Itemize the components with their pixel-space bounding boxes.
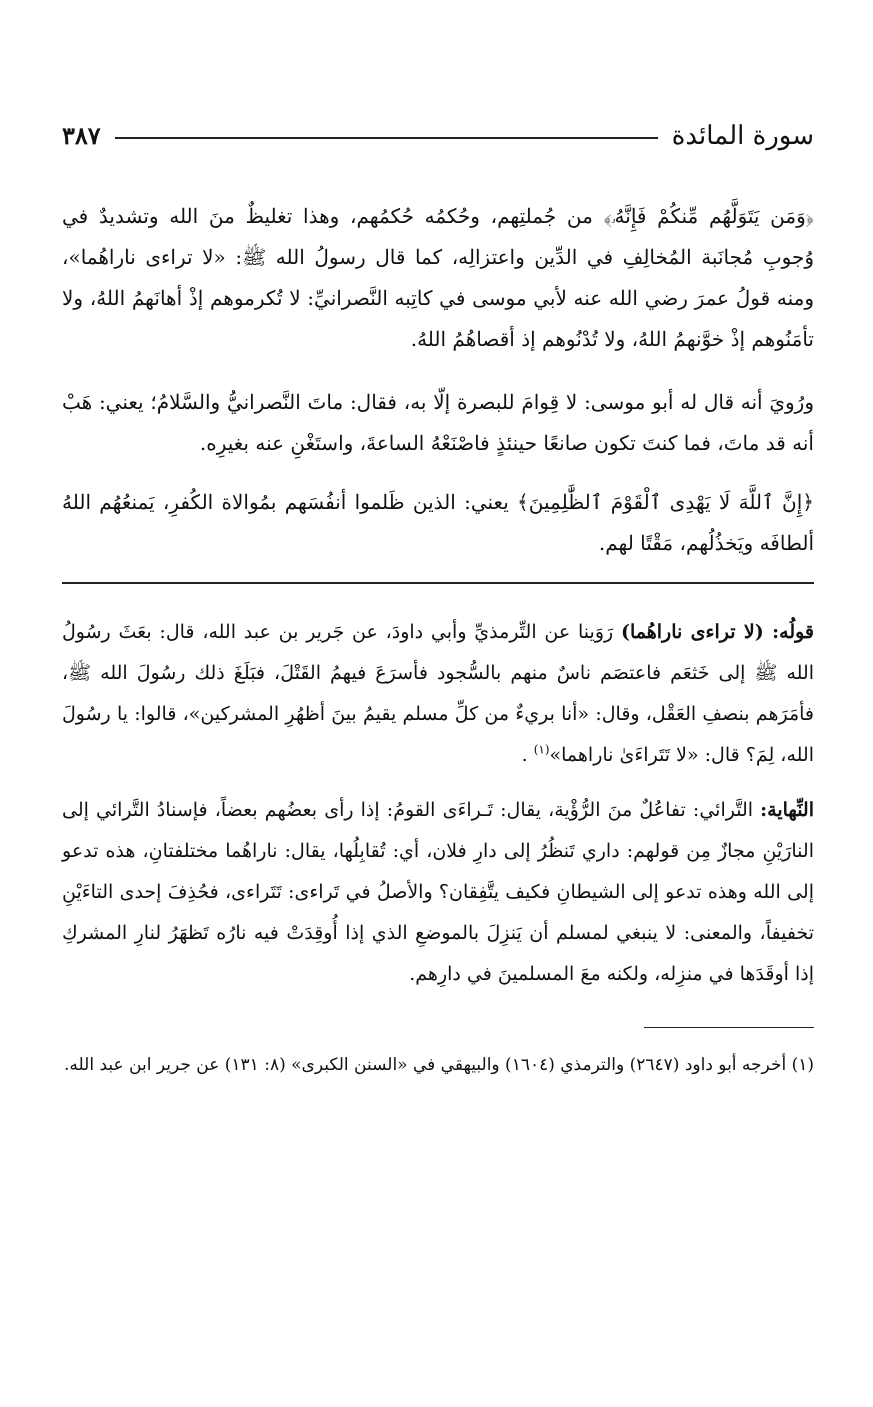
commentary-end: .	[521, 743, 534, 766]
section-divider	[62, 582, 814, 584]
page	[62, 110, 814, 1084]
commentary-paragraph	[62, 612, 814, 776]
commentary-paragraph	[62, 790, 814, 995]
page-header	[62, 110, 814, 162]
commentary-label: قولُه: (لا تراءى ناراهُما)	[620, 620, 815, 643]
page-number: ٣٨٧	[62, 121, 101, 150]
commentary-text: التَّرائي: تفاعُلٌ منَ الرُّؤْية، يقال: تَـراءَى القومُ: إذا رأى بعضُهم بعضاً، فإسنادُ التَّرائي إلى النارَيْنِ مجازٌ مِن قولهم: داري تَنظُرُ إلى دارِ فلان، أي: تُقابِلُها، يقال: ناراهُما مختلفتانِ، هذه تدعو إلى الله وهذه تدعو إلى الشيطانِ فكيف يتَّفِقان؟ والأصلُ في تَراءى: تَتَراءى، فحُذِفَ إحدى التاءَيْنِ تخفيفاً، والمعنى: لا ينبغي لمسلم أن يَنزِلَ بالموضعِ الذي إذا أُوقِدَتْ فيه نارُه تَظهَرُ لنارِ المشركِ إذا أوقَدَها في منزِله، ولكنه معَ المسلمينَ في دارِهم.	[62, 798, 814, 985]
main-text	[62, 196, 814, 564]
main-paragraph: ﴿وَمَن يَتَوَلَّهُم مِّنكُمْ فَإِنَّهُۥ﴾ من جُملتِهم، وحُكمُه حُكمُهم، وهذا تغليظٌ منَ الله وتشديدٌ في وُجوبِ مُجانَبة المُخالِفِ في الدِّين واعتزالِه، كما قال رسولُ الله ﷺ: «لا تراءى ناراهُما»، ومنه قولُ عمرَ رضي الله عنه لأبي موسى في كاتِبه النَّصرانيِّ: لا تُكرموهم إذْ أهانَهمُ اللهُ، ولا تأمَنُوهم إذْ خوَّنهمُ اللهُ، ولا تُدْنُوهم إذ أقصاهُمُ اللهُ.	[62, 204, 814, 351]
commentary-label: النِّهاية:	[760, 798, 814, 821]
surah-title: سورة المائدة	[671, 121, 814, 151]
footnote-marker[interactable]: (١)	[533, 742, 550, 757]
main-paragraph: ورُويَ أنه قال له أبو موسى: لا قِوامَ للبصرة إلّا به، فقال: ماتَ النَّصرانيُّ والسَّلامُ؛ يعني: هَبْ أنه قد ماتَ، فما كنتَ تكون صانعًا حينئذٍ فاصْنَعْهُ الساعةَ، واستَغْنِ عنه بغيرِه.	[62, 390, 814, 455]
footnote-rule	[644, 1027, 814, 1029]
header-rule	[115, 137, 658, 139]
footnote: (١) أخرجه أبو داود (٢٦٤٧) والترمذي (١٦٠٤) والبيهقي في «السنن الكبرى» (٨: ١٣١) عن جرير ابن عبد الله.	[64, 1055, 814, 1075]
main-paragraph: ﴿إِنَّ ٱللَّهَ لَا يَهْدِى ٱلْقَوْمَ ٱلظَّٰلِمِينَ﴾ يعني: الذين ظَلموا أنفُسَهم بمُوالاة الكُفرِ، يَمنعُهُم اللهُ ألطافَه ويَخذُلُهم، مَقْتًا لهم.	[62, 490, 814, 555]
commentary	[62, 612, 814, 995]
commentary-text: رَوَينا عن التِّرمذيِّ وأبي داودَ، عن جَرير بن عبد الله، قال: بعَثَ رسُولُ الله ﷺ إلى خَثعَم فاعتصَم ناسٌ منهم بالسُّجود فأسرَعَ فيهمُ القَتْلَ، فبَلَغَ ذلك رسُولَ الله ﷺ، فأمَرَهم بنصفِ العَقْل، وقال: «أنا بريءٌ من كلِّ مسلم يقيمُ بينَ أظهُرِ المشركين»، قالوا: يا رسُولَ الله، لِمَ؟ قال: «لا تَتَراءَىٰ ناراهما»	[62, 620, 814, 766]
